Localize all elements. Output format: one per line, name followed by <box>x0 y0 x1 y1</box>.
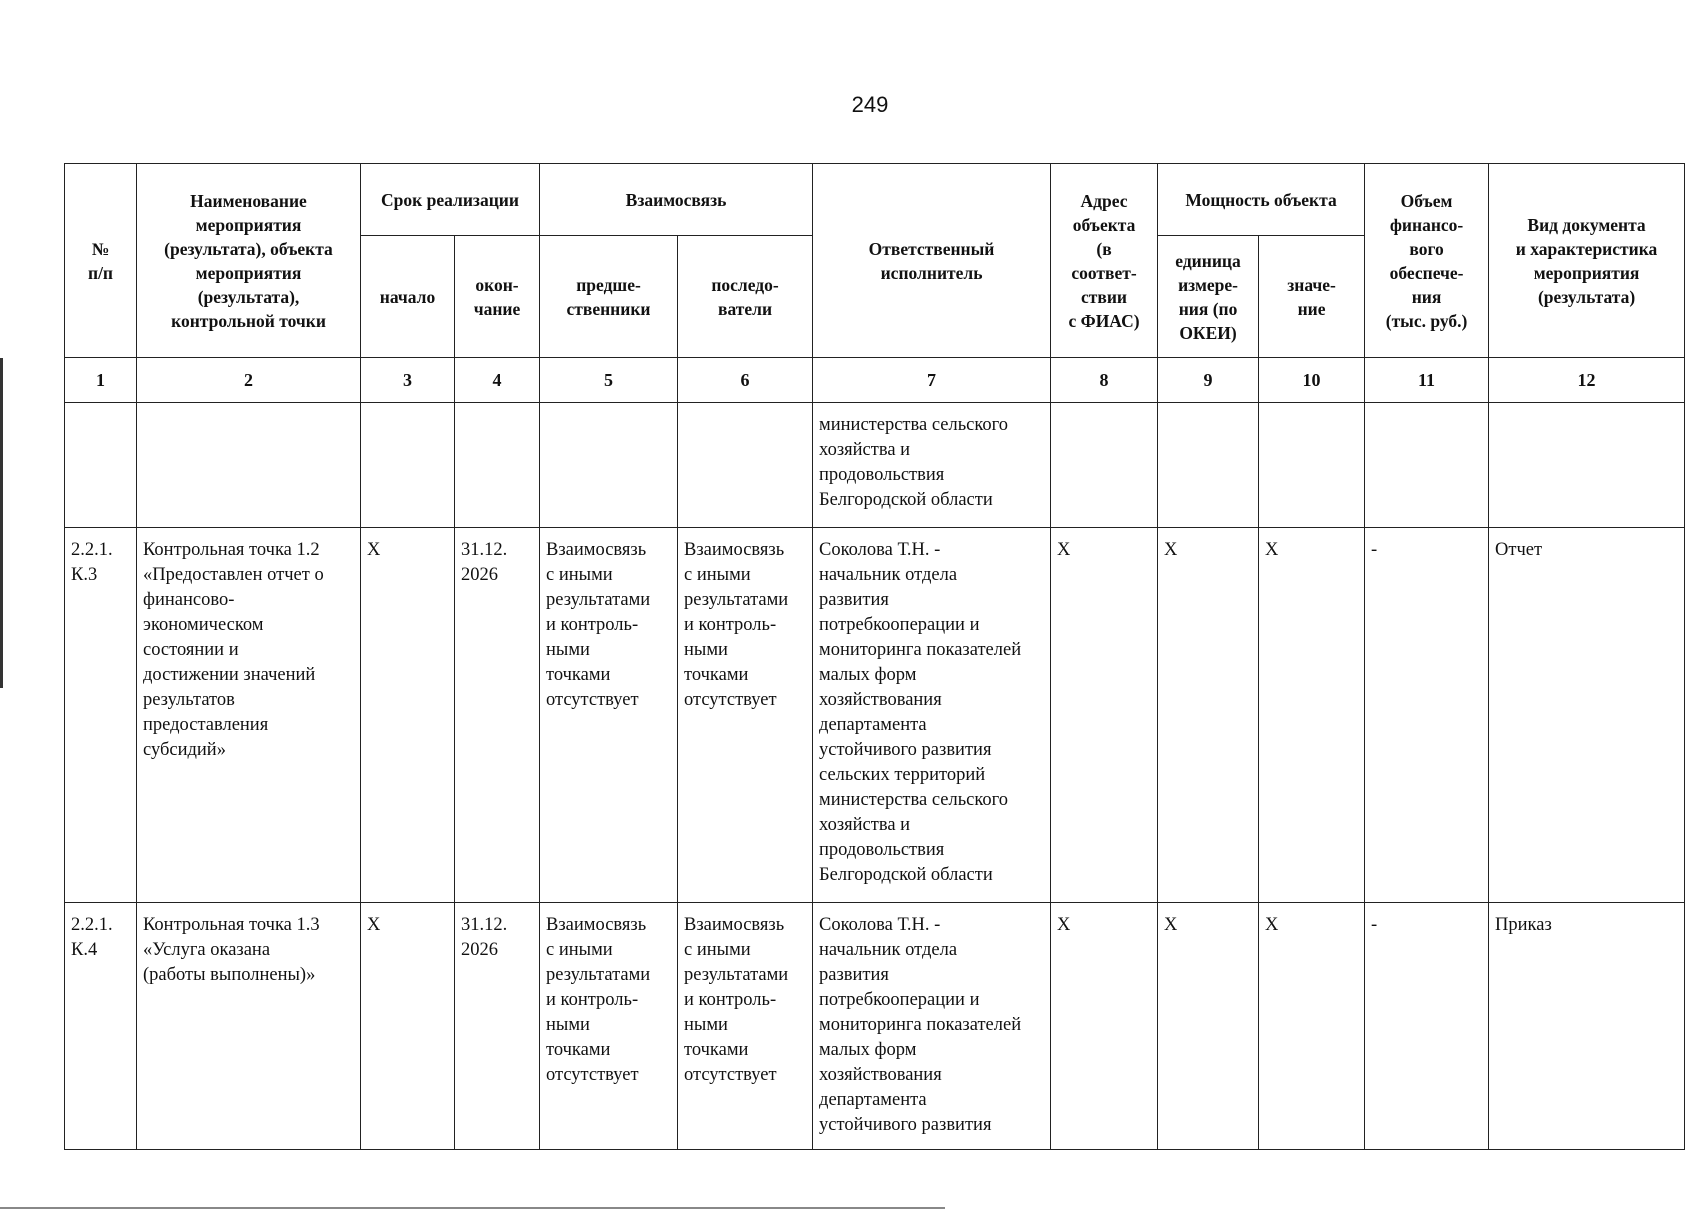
header-vzaimosvyaz: Взаимосвязь <box>540 164 813 236</box>
cell-address: X <box>1051 528 1158 903</box>
cell-unit <box>1158 403 1259 528</box>
cell-responsible: Соколова Т.Н. - начальник отдела развития потребкооперации и мониторинга показателей малых форм хозяйствования департамента устойчивого развития сельских территорий министерства сельского хозяйства и продовольствия Белгородской области <box>813 528 1051 903</box>
cell-value: X <box>1259 528 1365 903</box>
column-number-row <box>65 358 1685 403</box>
cell-value: X <box>1259 903 1365 1150</box>
cell-address: X <box>1051 903 1158 1150</box>
column-number: 10 <box>1259 358 1365 403</box>
header-capacity: Мощность объекта <box>1158 164 1365 236</box>
column-number: 6 <box>678 358 813 403</box>
column-number: 5 <box>540 358 678 403</box>
cell-unit: X <box>1158 903 1259 1150</box>
page-number: 249 <box>851 92 889 117</box>
cell-number <box>65 403 137 528</box>
header-predecessors: предше- ственники <box>540 236 678 358</box>
cell-document-type: Приказ <box>1489 903 1685 1150</box>
table-row <box>65 403 1685 528</box>
cell-value <box>1259 403 1365 528</box>
column-number: 12 <box>1489 358 1685 403</box>
cell-predecessors: Взаимосвязь с иными результатами и контроль- ными точками отсутствует <box>540 528 678 903</box>
cell-successors: Взаимосвязь с иными результатами и контроль- ными точками отсутствует <box>678 528 813 903</box>
header-responsible: Ответственный исполнитель <box>813 164 1051 358</box>
cell-responsible: Соколова Т.Н. - начальник отдела развития потребкооперации и мониторинга показателей малых форм хозяйствования департамента устойчивого развития <box>813 903 1051 1150</box>
cell-predecessors: Взаимосвязь с иными результатами и контроль- ными точками отсутствует <box>540 903 678 1150</box>
cell-unit: X <box>1158 528 1259 903</box>
header-number: № п/п <box>65 164 137 358</box>
cell-financing: - <box>1365 903 1489 1150</box>
cell-name: Контрольная точка 1.3 «Услуга оказана (работы выполнены)» <box>137 903 361 1150</box>
column-number: 7 <box>813 358 1051 403</box>
table-row <box>65 528 1685 903</box>
header-start: начало <box>361 236 455 358</box>
header-row-1 <box>65 164 1685 236</box>
cell-predecessors <box>540 403 678 528</box>
header-successors: последо- ватели <box>678 236 813 358</box>
header-address: Адрес объекта (в соответ- ствии с ФИАС) <box>1051 164 1158 358</box>
header-value: значе- ние <box>1259 236 1365 358</box>
cell-name: Контрольная точка 1.2 «Предоставлен отчет о финансово- экономическом состоянии и достижении значений результатов предоставления субсидий» <box>137 528 361 903</box>
column-number: 8 <box>1051 358 1158 403</box>
column-number: 9 <box>1158 358 1259 403</box>
cell-start: X <box>361 903 455 1150</box>
header-unit: единица измере- ния (по ОКЕИ) <box>1158 236 1259 358</box>
table-row <box>65 903 1685 1150</box>
header-srok: Срок реализации <box>361 164 540 236</box>
cell-end <box>455 403 540 528</box>
cell-address <box>1051 403 1158 528</box>
cell-number: 2.2.1. К.3 <box>65 528 137 903</box>
cell-document-type: Отчет <box>1489 528 1685 903</box>
column-number: 2 <box>137 358 361 403</box>
scan-edge-mark <box>0 358 3 688</box>
header-end: окон- чание <box>455 236 540 358</box>
column-number: 11 <box>1365 358 1489 403</box>
column-number: 1 <box>65 358 137 403</box>
header-financing: Объем финансо- вого обеспече- ния (тыс. руб.) <box>1365 164 1489 358</box>
cell-financing <box>1365 403 1489 528</box>
cell-start: X <box>361 528 455 903</box>
cell-responsible: министерства сельского хозяйства и продовольствия Белгородской области <box>813 403 1051 528</box>
cell-document-type <box>1489 403 1685 528</box>
column-number: 3 <box>361 358 455 403</box>
cell-number: 2.2.1. К.4 <box>65 903 137 1150</box>
cell-end: 31.12. 2026 <box>455 528 540 903</box>
cell-successors <box>678 403 813 528</box>
plan-table <box>64 163 1685 1150</box>
column-number: 4 <box>455 358 540 403</box>
cell-name <box>137 403 361 528</box>
cell-financing: - <box>1365 528 1489 903</box>
header-document-type: Вид документа и характеристика мероприятия (результата) <box>1489 164 1685 358</box>
cell-successors: Взаимосвязь с иными результатами и контроль- ными точками отсутствует <box>678 903 813 1150</box>
header-name: Наименование мероприятия (результата), объекта мероприятия (результата), контрольной точки <box>137 164 361 358</box>
cell-end: 31.12. 2026 <box>455 903 540 1150</box>
cell-start <box>361 403 455 528</box>
